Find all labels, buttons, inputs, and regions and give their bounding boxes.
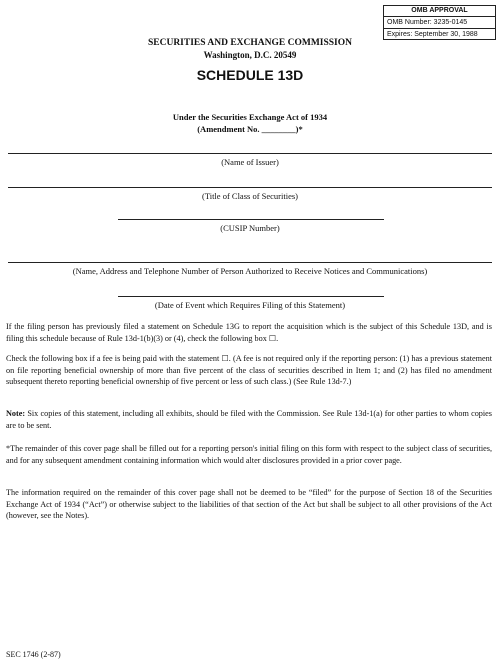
- issuer-line[interactable]: [8, 153, 492, 154]
- paragraph-13g: If the filing person has previously filed a statement on Schedule 13G to report the acquisition which is the subject of this Schedule 13D, and is filing this schedule because of Rule 13d-1(b)(3) or (4), check the following box ☐.: [6, 322, 492, 343]
- form-title: SCHEDULE 13D: [196, 67, 304, 83]
- note-text: Six copies of this statement, including all exhibits, should be filed with the Commission. See Rule 13d-1(a) for other parties to whom copies are to be sent.: [6, 409, 492, 430]
- omb-title: OMB APPROVAL: [384, 6, 495, 17]
- class-caption: (Title of Class of Securities): [201, 191, 298, 201]
- event-date-line[interactable]: [118, 296, 384, 297]
- omb-approval-box: [383, 5, 496, 40]
- cusip-caption: (CUSIP Number): [220, 223, 280, 233]
- paragraph-note: [6, 408, 492, 431]
- paragraph-liability: The information required on the remainder of this cover page shall not be deemed to be “filed” for the purpose of Section 18 of the Securities Exchange Act of 1934 (“Act”) or otherwise subject to the liabilities of that section of the Act but shall be subject to all other provisions of the Act (however, see the Notes).: [6, 488, 492, 520]
- note-label: Note:: [6, 409, 26, 418]
- contact-caption: (Name, Address and Telephone Number of Person Authorized to Receive Notices and Communications): [72, 266, 428, 276]
- paragraph-fee: Check the following box if a fee is being paid with the statement ☐. (A fee is not required only if the reporting person: (1) has a previous statement on file reporting beneficial ownership of more than five percent of the class of securities described in Item 1; and (2) has filed no amendment subsequent thereto reporting beneficial ownership of five percent or less of such class.) (See Rule 13d-7.): [6, 354, 492, 386]
- contact-line[interactable]: [8, 262, 492, 263]
- form-code: SEC 1746 (2-87): [6, 650, 61, 659]
- amendment-line: (Amendment No. ________)*: [197, 124, 303, 134]
- act-line: Under the Securities Exchange Act of 1934: [172, 112, 328, 122]
- omb-number: OMB Number: 3235-0145: [387, 19, 468, 26]
- omb-expires: Expires: September 30, 1988: [384, 28, 495, 40]
- class-line[interactable]: [8, 187, 492, 188]
- cusip-line[interactable]: [118, 219, 384, 220]
- event-date-caption: (Date of Event which Requires Filing of this Statement): [154, 300, 346, 310]
- issuer-caption: (Name of Issuer): [221, 157, 279, 167]
- agency-name: SECURITIES AND EXCHANGE COMMISSION: [147, 38, 353, 48]
- agency-location: Washington, D.C. 20549: [203, 50, 297, 60]
- paragraph-remainder: *The remainder of this cover page shall be filled out for a reporting person's initial filing on this form with respect to the subject class of securities, and for any subsequent amendment containing information which would alter disclosures provided in a prior cover page.: [6, 444, 492, 465]
